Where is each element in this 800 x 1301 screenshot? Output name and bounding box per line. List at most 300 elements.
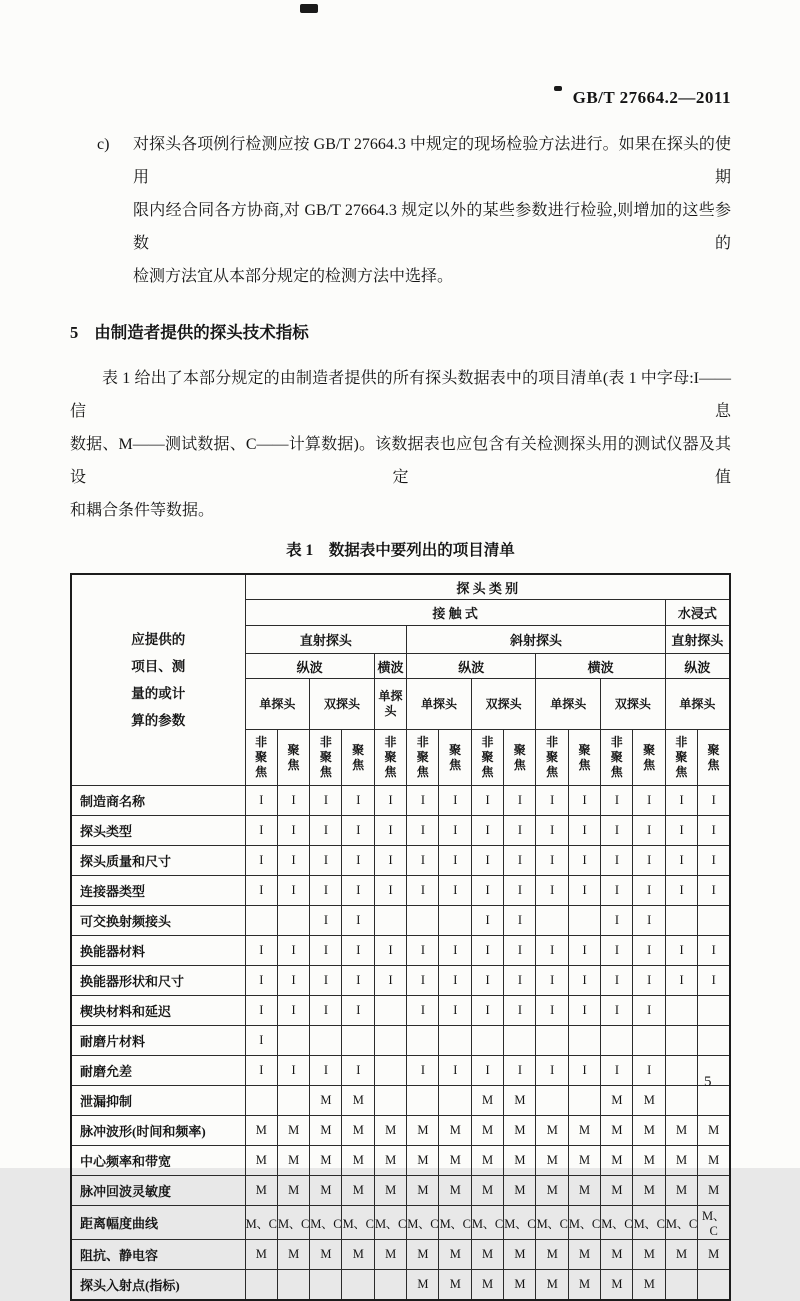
row-label: 探头类型 <box>71 816 245 846</box>
table-cell: I <box>310 816 342 846</box>
table-cell: I <box>277 816 309 846</box>
table-cell <box>245 1270 277 1301</box>
table-cell: I <box>310 786 342 816</box>
table-cell: M <box>471 1176 503 1206</box>
table-cell: I <box>665 816 697 846</box>
section-paragraph <box>70 362 731 527</box>
table-cell: M <box>471 1270 503 1301</box>
row-label: 探头入射点(指标) <box>71 1270 245 1301</box>
header-single-element-text: 单探头 <box>378 689 403 718</box>
table-cell: I <box>407 876 439 906</box>
header-single-element: 单探头 <box>665 679 730 730</box>
table-row <box>71 786 730 816</box>
header-unfocused <box>601 730 633 786</box>
table-cell: I <box>439 876 471 906</box>
table-cell <box>698 1056 730 1086</box>
header-unfocused <box>536 730 568 786</box>
header-single-element: 单探头 <box>407 679 472 730</box>
table-cell: M <box>698 1116 730 1146</box>
table-cell: I <box>342 906 374 936</box>
table-cell <box>407 1086 439 1116</box>
table-cell: I <box>439 996 471 1026</box>
table-cell <box>633 1026 665 1056</box>
table-cell: I <box>374 876 406 906</box>
table-cell: I <box>277 996 309 1026</box>
table-cell: I <box>633 996 665 1026</box>
table-cell: I <box>342 996 374 1026</box>
header-focus-text: 非聚焦 <box>481 735 494 779</box>
row-label: 泄漏抑制 <box>71 1086 245 1116</box>
header-focused <box>504 730 536 786</box>
table-cell: I <box>277 1056 309 1086</box>
header-longitudinal-wave: 纵波 <box>407 654 536 679</box>
row-label: 楔块材料和延迟 <box>71 996 245 1026</box>
table-cell <box>698 1086 730 1116</box>
table-cell: M <box>633 1116 665 1146</box>
table-cell: M <box>601 1240 633 1270</box>
table-cell: M <box>471 1116 503 1146</box>
table-cell: I <box>536 816 568 846</box>
header-focus-text: 非聚焦 <box>546 735 559 779</box>
table-cell: I <box>245 1026 277 1056</box>
table-cell: M、C <box>245 1206 277 1240</box>
table-cell: I <box>245 966 277 996</box>
table-cell: I <box>245 846 277 876</box>
header-focus-text: 非聚焦 <box>384 735 397 779</box>
row-label: 制造商名称 <box>71 786 245 816</box>
header-immersion: 水浸式 <box>665 600 730 626</box>
table-cell: I <box>245 876 277 906</box>
table-cell <box>665 1086 697 1116</box>
table-cell: I <box>698 816 730 846</box>
table-cell: M <box>504 1176 536 1206</box>
table-cell: I <box>633 846 665 876</box>
table-cell: M、C <box>601 1206 633 1240</box>
table-cell: M <box>665 1116 697 1146</box>
header-focused <box>342 730 374 786</box>
row-label: 中心频率和带宽 <box>71 1146 245 1176</box>
header-dual-element: 双探头 <box>601 679 666 730</box>
table-cell: I <box>698 936 730 966</box>
table-cell <box>471 1026 503 1056</box>
header-focus-text: 聚焦 <box>287 742 300 772</box>
table-row <box>71 906 730 936</box>
table-cell: I <box>310 966 342 996</box>
table-cell <box>568 906 600 936</box>
table-cell: I <box>374 936 406 966</box>
table-cell: M、C <box>277 1206 309 1240</box>
table-cell: I <box>471 786 503 816</box>
table-cell: I <box>568 966 600 996</box>
table-cell: M <box>277 1176 309 1206</box>
table-cell: M <box>471 1146 503 1176</box>
table-cell: I <box>310 906 342 936</box>
table-cell: I <box>536 876 568 906</box>
table-cell: M <box>277 1146 309 1176</box>
table-cell: M、C <box>504 1206 536 1240</box>
table-cell <box>407 906 439 936</box>
table-cell: M <box>536 1116 568 1146</box>
corner-line: 应提供的 <box>131 632 186 647</box>
table-cell: M <box>633 1240 665 1270</box>
table-cell: I <box>536 1056 568 1086</box>
table-cell <box>277 1026 309 1056</box>
table-cell: I <box>471 1056 503 1086</box>
header-shear-wave: 横波 <box>374 654 406 679</box>
table-cell: M <box>310 1086 342 1116</box>
table-cell: I <box>568 786 600 816</box>
table-cell: I <box>504 936 536 966</box>
table-cell: I <box>601 906 633 936</box>
header-unfocused <box>665 730 697 786</box>
table-cell: I <box>245 996 277 1026</box>
table-cell: M <box>310 1116 342 1146</box>
table-cell: I <box>471 996 503 1026</box>
clause-c-line: 检测方法宜从本部分规定的检测方法中选择。 <box>133 268 454 285</box>
table-cell: M <box>277 1116 309 1146</box>
table-cell: I <box>407 846 439 876</box>
clause-c-text <box>133 128 731 293</box>
table-cell <box>245 906 277 936</box>
table-cell: I <box>310 1056 342 1086</box>
row-label: 连接器类型 <box>71 876 245 906</box>
table-cell <box>407 1026 439 1056</box>
table-cell: I <box>277 846 309 876</box>
header-angle-beam: 斜射探头 <box>407 626 666 654</box>
table-cell <box>601 1026 633 1056</box>
table-cell: M <box>536 1146 568 1176</box>
header-focus-text: 聚焦 <box>352 742 365 772</box>
table-row <box>71 1240 730 1270</box>
table-cell <box>439 1026 471 1056</box>
header-single-element <box>374 679 406 730</box>
clause-c <box>70 128 731 293</box>
table-cell: I <box>374 966 406 996</box>
table-cell <box>698 1026 730 1056</box>
header-longitudinal-wave: 纵波 <box>665 654 730 679</box>
row-label: 脉冲波形(时间和频率) <box>71 1116 245 1146</box>
table-cell: M、C <box>665 1206 697 1240</box>
table-cell <box>374 1270 406 1301</box>
table-cell: I <box>407 936 439 966</box>
header-straight-beam: 直射探头 <box>245 626 407 654</box>
table-cell: M <box>504 1240 536 1270</box>
table-row <box>71 1116 730 1146</box>
table-cell: M <box>536 1240 568 1270</box>
table-cell <box>698 996 730 1026</box>
table-cell: M <box>568 1240 600 1270</box>
table-cell <box>374 996 406 1026</box>
table-cell: I <box>310 846 342 876</box>
table-cell: I <box>601 966 633 996</box>
table-cell: M <box>342 1240 374 1270</box>
table-cell: I <box>504 996 536 1026</box>
corner-line: 量的或计 <box>131 686 186 701</box>
page-content <box>70 0 731 1301</box>
table-cell <box>698 1270 730 1301</box>
table-cell: I <box>471 906 503 936</box>
table-cell: M <box>504 1086 536 1116</box>
table-cell: M、C <box>310 1206 342 1240</box>
table-cell: M <box>439 1176 471 1206</box>
table-cell: I <box>245 936 277 966</box>
table-cell <box>342 1270 374 1301</box>
table-cell: I <box>536 936 568 966</box>
table-cell <box>536 1026 568 1056</box>
header-focus-text: 聚焦 <box>513 742 526 772</box>
table-cell: I <box>568 846 600 876</box>
row-label: 距离幅度曲线 <box>71 1206 245 1240</box>
clause-c-line: 限内经合同各方协商,对 GB/T 27664.3 规定以外的某些参数进行检验,则增加的这些参数的 <box>133 202 731 252</box>
table-cell: I <box>568 816 600 846</box>
table-cell: I <box>665 786 697 816</box>
table-cell: I <box>665 876 697 906</box>
table-cell: I <box>504 876 536 906</box>
table-cell: I <box>698 786 730 816</box>
table-cell: M <box>504 1270 536 1301</box>
table-cell: I <box>310 996 342 1026</box>
table-cell: M <box>633 1270 665 1301</box>
header-dual-element: 双探头 <box>471 679 536 730</box>
table-cell: I <box>601 1056 633 1086</box>
table-cell <box>665 1056 697 1086</box>
table-cell: I <box>601 816 633 846</box>
table-cell: I <box>504 846 536 876</box>
table-cell <box>665 1026 697 1056</box>
table-cell: M <box>439 1116 471 1146</box>
table-cell <box>310 1270 342 1301</box>
table-cell: M <box>310 1146 342 1176</box>
table-cell: M <box>374 1146 406 1176</box>
table-cell: M <box>342 1176 374 1206</box>
table-cell: I <box>633 936 665 966</box>
clause-c-label: c) <box>97 136 110 153</box>
table-cell: I <box>633 786 665 816</box>
table-cell: I <box>342 816 374 846</box>
table-cell: M <box>536 1270 568 1301</box>
table-cell: I <box>633 816 665 846</box>
table-cell: M <box>568 1270 600 1301</box>
table-caption: 表 1 数据表中要列出的项目清单 <box>286 542 515 559</box>
table-cell: M <box>407 1176 439 1206</box>
clause-c-line: 对探头各项例行检测应按 GB/T 27664.3 中规定的现场检验方法进行。如果在探头的使用期 <box>133 136 731 186</box>
header-shear-wave: 横波 <box>536 654 665 679</box>
header-focus-text: 非聚焦 <box>255 735 268 779</box>
table-cell: I <box>471 816 503 846</box>
header-longitudinal-wave: 纵波 <box>245 654 374 679</box>
table-cell: I <box>439 786 471 816</box>
table-cell: M <box>504 1116 536 1146</box>
table-cell: M <box>342 1116 374 1146</box>
table-cell: I <box>245 1056 277 1086</box>
table-cell: M、C <box>536 1206 568 1240</box>
table-cell: M <box>439 1240 471 1270</box>
table-cell: I <box>601 786 633 816</box>
table-cell: M <box>601 1116 633 1146</box>
table-cell: I <box>633 1056 665 1086</box>
table-cell: I <box>665 966 697 996</box>
table-cell: M、C <box>439 1206 471 1240</box>
table-cell <box>665 1270 697 1301</box>
table-1 <box>70 573 731 1301</box>
table-cell <box>504 1026 536 1056</box>
table-cell: I <box>504 786 536 816</box>
table-cell: I <box>342 786 374 816</box>
table-cell: M <box>374 1176 406 1206</box>
table-cell: M <box>568 1116 600 1146</box>
table-cell: I <box>601 846 633 876</box>
table-cell: M <box>407 1270 439 1301</box>
table-cell: M <box>245 1116 277 1146</box>
table-cell: I <box>471 966 503 996</box>
table-cell <box>665 906 697 936</box>
table-cell: I <box>245 786 277 816</box>
table-cell: M <box>310 1240 342 1270</box>
table-cell: M <box>374 1116 406 1146</box>
table-cell: I <box>698 846 730 876</box>
table-cell: I <box>374 786 406 816</box>
table-cell: I <box>342 936 374 966</box>
table-cell: I <box>504 816 536 846</box>
table-cell: I <box>407 786 439 816</box>
header-probe-category: 探 头 类 别 <box>245 574 730 600</box>
table-cell: M <box>665 1176 697 1206</box>
row-label: 换能器材料 <box>71 936 245 966</box>
table-cell: I <box>665 936 697 966</box>
table-row <box>71 1270 730 1301</box>
table-cell: I <box>536 966 568 996</box>
table-row <box>71 1146 730 1176</box>
row-label: 换能器形状和尺寸 <box>71 966 245 996</box>
table-cell: I <box>536 786 568 816</box>
table-row <box>71 1086 730 1116</box>
table-cell: I <box>439 966 471 996</box>
table-cell <box>665 996 697 1026</box>
table-cell: I <box>568 936 600 966</box>
header-single-element: 单探头 <box>245 679 310 730</box>
header-unfocused <box>374 730 406 786</box>
table-cell <box>536 906 568 936</box>
table-cell: I <box>536 996 568 1026</box>
table-cell: M <box>633 1086 665 1116</box>
header-focused <box>439 730 471 786</box>
table-cell: M、C <box>698 1206 730 1240</box>
header-focused <box>698 730 730 786</box>
table-cell: M <box>342 1086 374 1116</box>
table-row <box>71 936 730 966</box>
table-cell: M <box>277 1240 309 1270</box>
table-cell: M <box>407 1240 439 1270</box>
table-cell: I <box>504 906 536 936</box>
header-focus-text: 非聚焦 <box>675 735 688 779</box>
table-cell: I <box>342 876 374 906</box>
table-cell: I <box>471 936 503 966</box>
corner-header <box>71 574 245 786</box>
header-focus-text: 聚焦 <box>578 742 591 772</box>
table-row <box>71 1176 730 1206</box>
row-label: 阻抗、静电容 <box>71 1240 245 1270</box>
header-row-probe-category <box>71 574 730 600</box>
table-cell: I <box>439 846 471 876</box>
table-cell: I <box>633 906 665 936</box>
table-cell <box>536 1086 568 1116</box>
table-cell: M、C <box>471 1206 503 1240</box>
table-cell: M <box>439 1146 471 1176</box>
table-cell: I <box>568 876 600 906</box>
row-label: 耐磨允差 <box>71 1056 245 1086</box>
table-cell <box>342 1026 374 1056</box>
row-label: 脉冲回波灵敏度 <box>71 1176 245 1206</box>
table-cell: I <box>310 936 342 966</box>
table-cell: I <box>471 846 503 876</box>
row-label: 可交换射频接头 <box>71 906 245 936</box>
table-cell: I <box>633 966 665 996</box>
table-cell: M <box>568 1176 600 1206</box>
table-cell: M <box>601 1146 633 1176</box>
table-cell <box>374 1056 406 1086</box>
table-cell: M、C <box>568 1206 600 1240</box>
table-cell <box>374 1086 406 1116</box>
table-cell: M <box>698 1240 730 1270</box>
table-cell: I <box>342 846 374 876</box>
table-cell: I <box>568 1056 600 1086</box>
table-cell <box>439 906 471 936</box>
table-cell: M <box>665 1146 697 1176</box>
table-cell: M、C <box>407 1206 439 1240</box>
table-cell: I <box>374 816 406 846</box>
header-dual-element: 双探头 <box>310 679 375 730</box>
table-cell: M <box>633 1176 665 1206</box>
header-focus-text: 聚焦 <box>707 742 720 772</box>
page-number: 5 <box>704 1074 712 1090</box>
table-row <box>71 1056 730 1086</box>
table-cell: I <box>245 816 277 846</box>
table-cell <box>277 906 309 936</box>
table-cell: M <box>471 1240 503 1270</box>
section-heading <box>70 319 731 343</box>
table-cell <box>374 906 406 936</box>
table-cell: I <box>439 1056 471 1086</box>
header-unfocused <box>310 730 342 786</box>
table-cell: M <box>568 1146 600 1176</box>
table-row <box>71 816 730 846</box>
table-cell: I <box>471 876 503 906</box>
table-cell: M <box>633 1146 665 1176</box>
table-cell <box>310 1026 342 1056</box>
table-cell: M <box>601 1270 633 1301</box>
header-single-element: 单探头 <box>536 679 601 730</box>
table-body <box>71 786 730 1301</box>
table-cell: M <box>310 1176 342 1206</box>
table-row <box>71 966 730 996</box>
table-cell: I <box>698 966 730 996</box>
table-cell: I <box>665 846 697 876</box>
header-focus-text: 聚焦 <box>643 742 656 772</box>
paragraph-line: 和耦合条件等数据。 <box>70 502 215 519</box>
paragraph-line: 表 1 给出了本部分规定的由制造者提供的所有探头数据表中的项目清单(表 1 中字母:I——信息 <box>70 370 731 420</box>
table-row <box>71 846 730 876</box>
table-cell: M <box>601 1086 633 1116</box>
section-title: 由制造者提供的探头技术指标 <box>94 323 309 342</box>
table-cell: I <box>342 1056 374 1086</box>
table-cell: M <box>342 1146 374 1176</box>
table-cell: I <box>698 876 730 906</box>
table-cell: I <box>633 876 665 906</box>
table-cell: M、C <box>633 1206 665 1240</box>
table-cell: M <box>245 1146 277 1176</box>
table-cell <box>568 1086 600 1116</box>
table-cell: M <box>698 1176 730 1206</box>
